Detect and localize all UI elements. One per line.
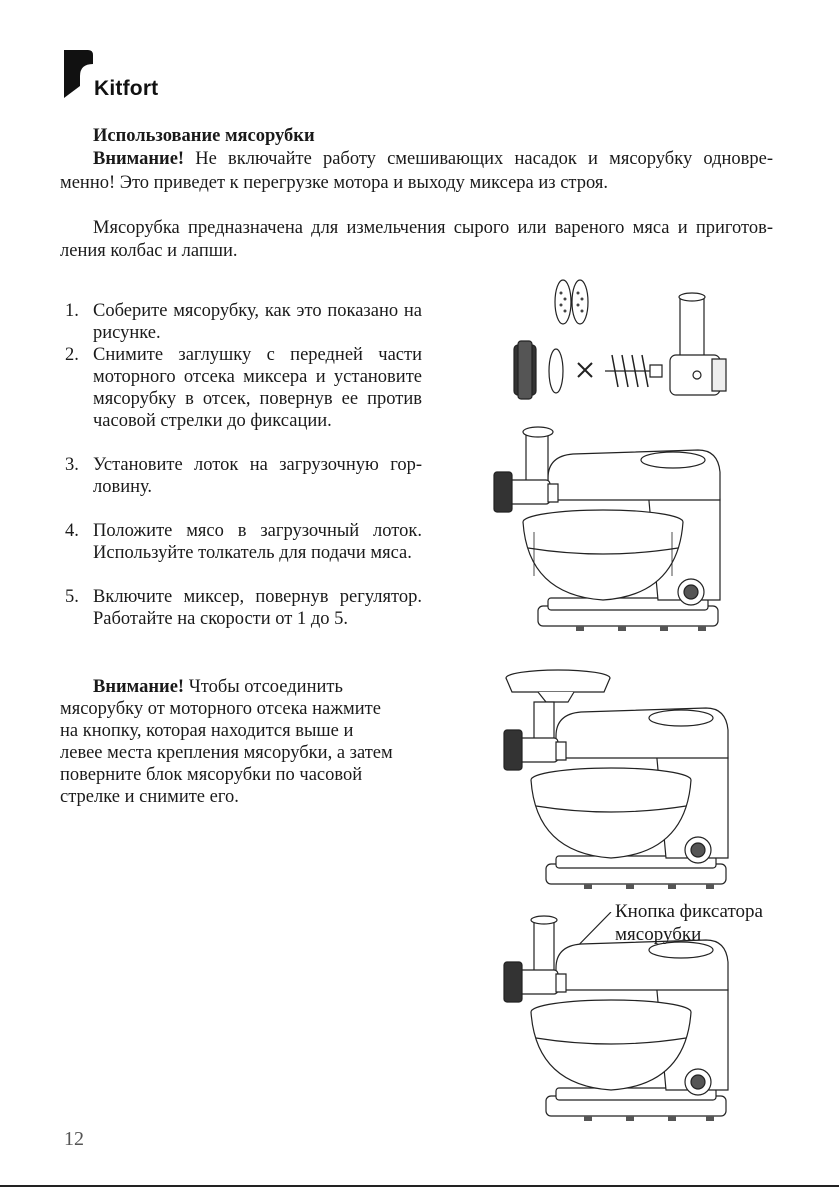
brand-logo	[64, 50, 174, 100]
step-item	[60, 344, 422, 432]
step-number: 5.	[65, 587, 79, 607]
section-title: Использование мясорубки	[93, 126, 315, 146]
step-item	[60, 300, 422, 344]
step-text: Установите лоток на загрузочную гор-ловину.	[93, 455, 422, 497]
warning2-text: Чтобы отсоединить	[184, 677, 343, 697]
purpose-line1: Мясорубка предназначена для измельчения сырого или вареного мяса и приготов-	[93, 218, 773, 238]
step-text: Соберите мясорубку, как это показано на рисунке.	[93, 301, 422, 343]
kitfort-logo-mark	[64, 50, 94, 100]
step-number: 1.	[65, 301, 79, 321]
warning2-line: на кнопку, которая находится выше и	[60, 721, 354, 741]
callout-line2: мясорубки	[615, 924, 702, 945]
step-item	[60, 520, 422, 564]
warning2-label: Внимание!	[93, 677, 185, 697]
step-number: 3.	[65, 455, 79, 475]
warning1-label: Внимание!	[93, 149, 185, 169]
page-number: 12	[64, 1128, 84, 1150]
warning1-line1	[93, 148, 773, 171]
step-number: 4.	[65, 521, 79, 541]
warning2-line: мясорубку от моторного отсека нажмите	[60, 699, 381, 719]
step-item	[60, 586, 422, 630]
warning2-paragraph	[60, 676, 430, 808]
step-text: Положите мясо в загрузочный лоток. Используйте толкатель для подачи мяса.	[93, 521, 422, 563]
warning1-line2: менно! Это приведет к перегрузке мотора и выходу миксера из строя.	[60, 173, 608, 193]
brand-name: Kitfort	[94, 77, 159, 100]
step-item	[60, 454, 422, 498]
mixer-with-grinder-illustration	[488, 420, 730, 642]
warning2-line	[60, 676, 430, 698]
mixer-with-tray-illustration	[498, 668, 740, 900]
warning1-text-first: Не включайте работу смешивающих насадок и мясорубку одновре-	[184, 149, 773, 169]
warning2-line: поверните блок мясорубки по часовой	[60, 765, 363, 785]
step-number: 2.	[65, 345, 79, 365]
bottom-divider	[0, 1185, 839, 1187]
steps-list	[60, 300, 422, 630]
step-text: Включите миксер, повернув регулятор. Работайте на скорости от 1 до 5.	[93, 587, 422, 629]
lock-button-callout	[615, 900, 763, 946]
callout-line1: Кнопка фиксатора	[615, 901, 763, 922]
warning2-line: левее места крепления мясорубки, а затем	[60, 743, 393, 763]
step-text: Снимите заглушку с передней части моторного отсека миксера и установите мясорубку в отсек, повернув ее против часовой стрелки до фиксации.	[93, 345, 422, 431]
grinder-parts-illustration	[500, 275, 750, 415]
warning2-line: стрелке и снимите его.	[60, 787, 239, 807]
purpose-line2: ления колбас и лапши.	[60, 241, 238, 261]
